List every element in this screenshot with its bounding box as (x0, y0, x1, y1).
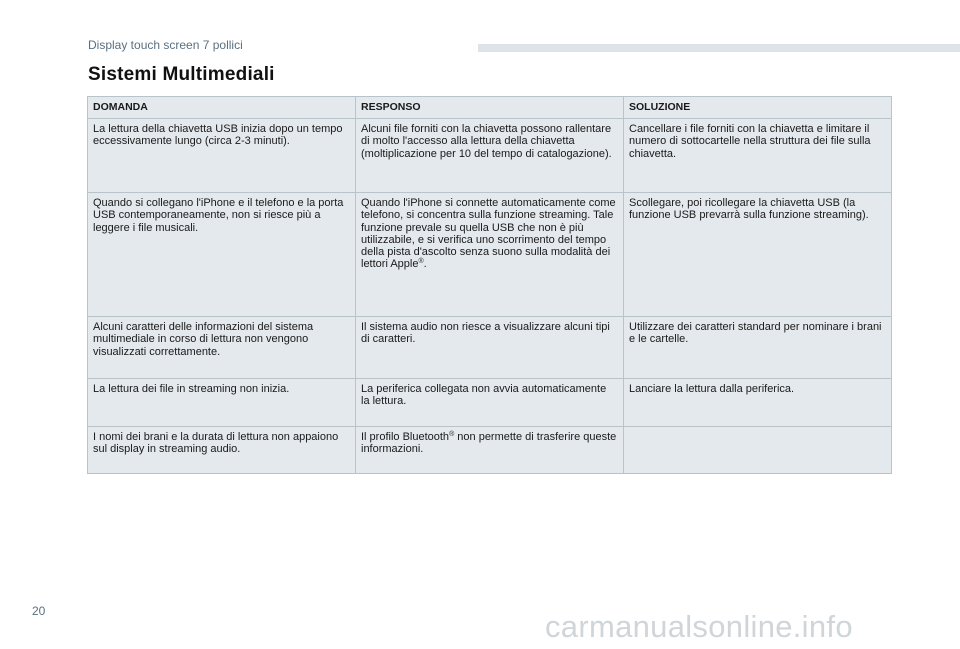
cell-domanda: Quando si collegano l'iPhone e il telefono e la porta USB contemporaneamente, non si riesce più a leggere i file musicali. (88, 193, 356, 317)
cell-responso (356, 427, 624, 474)
responso-text: Il profilo Bluetooth (361, 431, 450, 443)
cell-responso: Il sistema audio non riesce a visualizzare alcuni tipi di caratteri. (356, 317, 624, 379)
cell-domanda: La lettura dei file in streaming non inizia. (88, 379, 356, 427)
table-header-row (88, 97, 892, 119)
table-row (88, 317, 892, 379)
registered-mark: ® (449, 431, 455, 438)
table-row (88, 193, 892, 317)
cell-responso: Alcuni file forniti con la chiavetta possono rallentare di molto l'accesso alla lettura della chiavetta (moltiplicazione per 10 del tempo di catalogazione). (356, 119, 624, 193)
page-number: 20 (32, 604, 46, 618)
cell-responso: La periferica collegata non avvia automaticamente la lettura. (356, 379, 624, 427)
table-row (88, 427, 892, 474)
column-header-soluzione: SOLUZIONE (624, 97, 892, 119)
cell-soluzione: Utilizzare dei caratteri standard per nominare i brani e le cartelle. (624, 317, 892, 379)
column-header-domanda: DOMANDA (88, 97, 356, 119)
table-row (88, 119, 892, 193)
cell-domanda: La lettura della chiavetta USB inizia dopo un tempo eccessivamente lungo (circa 2-3 minuti). (88, 119, 356, 193)
cell-responso (356, 193, 624, 317)
section-header: Display touch screen 7 pollici (88, 38, 243, 52)
cell-domanda: Alcuni caratteri delle informazioni del sistema multimediale in corso di lettura non vengono visualizzati correttamente. (88, 317, 356, 379)
page-title: Sistemi Multimediali (88, 64, 275, 85)
cell-soluzione: Lanciare la lettura dalla periferica. (624, 379, 892, 427)
column-header-responso: RESPONSO (356, 97, 624, 119)
faq-table (87, 96, 892, 474)
cell-domanda: I nomi dei brani e la durata di lettura non appaiono sul display in streaming audio. (88, 427, 356, 474)
responso-text-end: . (423, 258, 427, 271)
watermark: carmanualsonline.info (545, 609, 853, 644)
header-divider-bar (478, 44, 960, 52)
cell-soluzione: Scollegare, poi ricollegare la chiavetta USB (la funzione USB prevarrà sulla funzione streaming). (624, 193, 892, 317)
cell-soluzione: Cancellare i file forniti con la chiavetta e limitare il numero di sottocartelle nella struttura dei file sulla chiavetta. (624, 119, 892, 193)
responso-text: Quando l'iPhone si connette automaticamente come telefono, si concentra sulla funzione streaming. Tale funzione prevale su quella USB che non è più utilizzabile, e si verifica uno scorrimento del tempo della pista d'ascolto senza suono sulla modalità dei lettori Apple (361, 197, 616, 271)
table-row (88, 379, 892, 427)
registered-mark: ® (418, 258, 424, 266)
cell-soluzione (624, 427, 892, 474)
responso-text-end: non permette di trasferire queste informazioni. (361, 431, 617, 456)
